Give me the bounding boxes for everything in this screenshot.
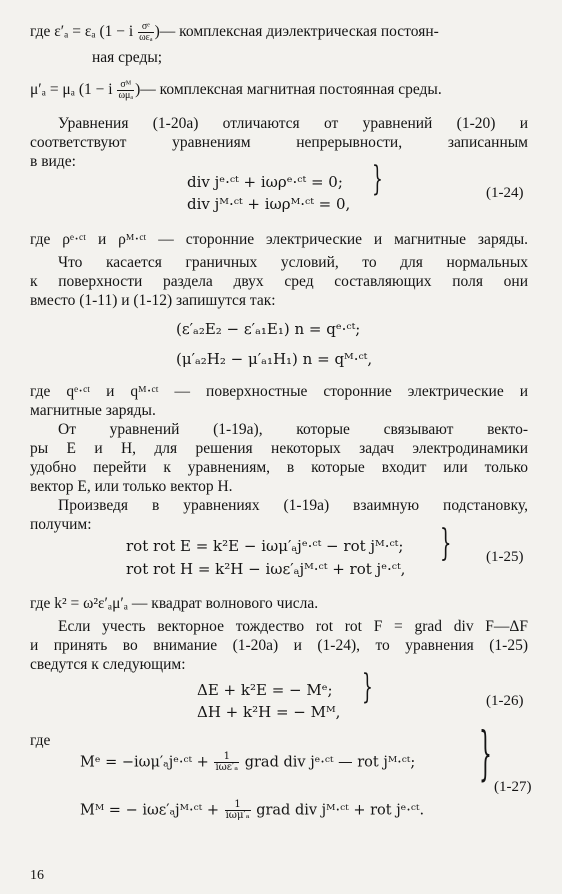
paragraph-line: Произведя в уравнениях (1-19а) взаимную подстановку, [58, 497, 528, 514]
equation-number: (1-27) [494, 779, 532, 795]
frac-num: σᵉ [138, 22, 154, 33]
def-epsilon [30, 22, 439, 43]
sigma-m-fraction [117, 80, 134, 101]
brace-icon: } [479, 719, 492, 787]
def-epsilon-cont: ная среды; [92, 49, 163, 66]
equation-1-25-b: rot rot H = k²H − iωε′ₐjᴹ·ᶜᵗ + rot jᵉ·ᶜᵗ, [126, 560, 406, 578]
frac-den: ωεₐ [139, 32, 153, 43]
fraction [214, 752, 239, 773]
eq-part: Mᵉ = −iωμ′ₐjᵉ·ᶜᵗ + [80, 754, 209, 771]
equation-1-27-a [80, 752, 415, 773]
brace-icon: } [440, 523, 452, 564]
sigma-e-fraction [138, 22, 154, 43]
mu-paren: (1 − i [78, 81, 113, 99]
paragraph-line: ры E и H, для решения некоторых задач электродинамики [30, 440, 528, 457]
fraction [225, 800, 251, 821]
paragraph-line: к поверхности раздела двух сред составляющих поля они [30, 273, 528, 290]
frac-den: ωμₐ [118, 90, 134, 101]
eq-part: grad div jᴹ·ᶜᵗ + rot jᵉ·ᶜᵗ. [256, 802, 425, 819]
frac-num: 1 [214, 752, 239, 763]
eps-paren: (1 − i [99, 23, 134, 41]
paragraph-line: где ρᵉ·ᶜᵗ и ρᴹ·ᶜᵗ — сторонние электрические и магнитные заряды. [30, 231, 528, 248]
brace-icon: } [372, 159, 383, 199]
paragraph-line: Уравнения (1-20а) отличаются от уравнений (1-20) и [58, 115, 528, 132]
page-number: 16 [30, 868, 44, 883]
paragraph-line: и принять во внимание (1-20а) и (1-24), то уравнения (1-25) [30, 637, 528, 654]
equation-number: (1-25) [486, 549, 524, 565]
paragraph-line: Если учесть векторное тождество rot rot F = grad div F—ΔF [58, 618, 528, 635]
frac-num: σᴹ [117, 80, 134, 91]
eq-part: Mᴹ = − iωε′ₐjᴹ·ᶜᵗ + [80, 802, 219, 819]
paragraph-line: удобно перейти к уравнениям, в которые входит или только [30, 459, 528, 476]
eq-part: grad div jᵉ·ᶜᵗ — rot jᴹ·ᶜᵗ; [244, 754, 416, 771]
paragraph-line: вместо (1-11) и (1-12) запишутся так: [30, 292, 276, 309]
equation-1-26-a: ΔE + k²E = − Mᵉ; [197, 681, 333, 699]
boundary-condition-h: (μ′ₐ₂H₂ − μ′ₐ₁H₁) n = qᴹ·ᶜᵗ, [176, 350, 373, 368]
paragraph-line: где [30, 732, 51, 749]
eps-lhs: где ε′ₐ = εₐ [30, 23, 96, 41]
equation-1-25-a: rot rot E = k²E − iωμ′ₐjᵉ·ᶜᵗ − rot jᴹ·ᶜᵗ; [126, 537, 404, 555]
mu-lhs: μ′ₐ = μₐ [30, 81, 75, 99]
paragraph-line: сведутся к следующим: [30, 656, 186, 673]
def-mu [30, 80, 442, 101]
equation-1-26-b: ΔH + k²H = − Mᴹ, [197, 703, 341, 721]
paragraph-line: вектор E, или только вектор H. [30, 478, 233, 495]
equation-number: (1-24) [486, 185, 524, 201]
equation-1-24-b: div jᴹ·ᶜᵗ + iωρᴹ·ᶜᵗ = 0, [187, 195, 351, 213]
paragraph-line: где k² = ω²ε′ₐμ′ₐ — квадрат волнового числа. [30, 595, 319, 612]
frac-num: 1 [225, 800, 251, 811]
equation-1-27-b [80, 800, 424, 821]
equation-1-24-a: div jᵉ·ᶜᵗ + iωρᵉ·ᶜᵗ = 0; [187, 173, 343, 191]
frac-den: iωε′ₐ [215, 762, 239, 773]
paragraph-line: От уравнений (1-19а), которые связывают векто- [58, 421, 528, 438]
paragraph-line: Что касается граничных условий, то для нормальных [58, 254, 528, 271]
eps-desc: )— комплексная диэлектрическая постоян- [154, 23, 439, 41]
paragraph-line: соответствуют уравнениям непрерывности, записанным [30, 134, 528, 151]
frac-den: iωμ′ₐ [225, 810, 250, 821]
boundary-condition-e: (ε′ₐ₂E₂ − ε′ₐ₁E₁) n = qᵉ·ᶜᵗ; [176, 320, 361, 338]
paragraph-line: магнитные заряды. [30, 402, 156, 419]
paragraph-line: получим: [30, 516, 92, 533]
paragraph-line: где qᵉ·ᶜᵗ и qᴹ·ᶜᵗ — поверхностные сторонние электрические и [30, 383, 528, 400]
paragraph-line: в виде: [30, 153, 76, 170]
mu-desc: )— комплексная магнитная постоянная среды. [135, 81, 442, 99]
brace-icon: } [362, 667, 373, 707]
equation-number: (1-26) [486, 693, 524, 709]
